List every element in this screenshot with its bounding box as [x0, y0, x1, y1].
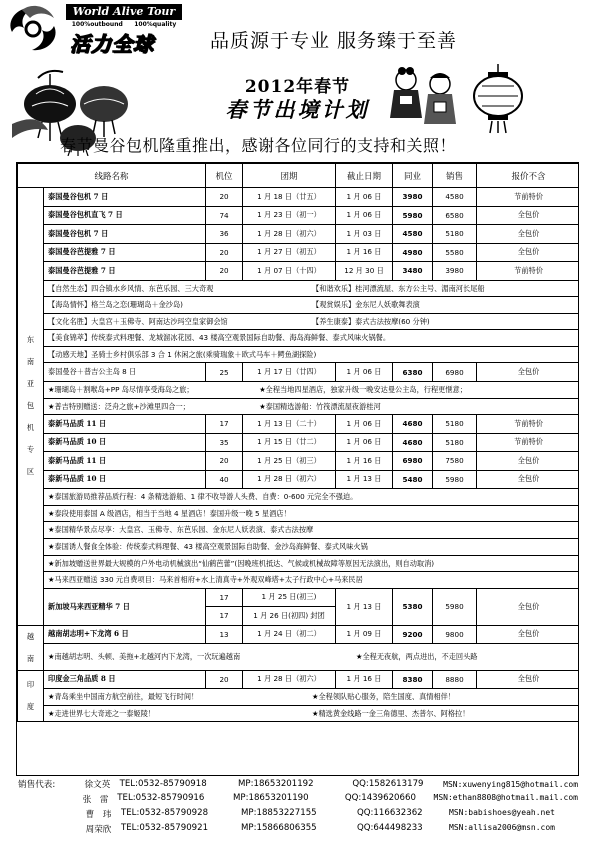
note-row [18, 489, 580, 506]
sale-price: 7580 [433, 452, 477, 471]
deadline: 1 月 13 日 [336, 588, 393, 625]
note-row [18, 538, 580, 555]
sale-price: 5180 [433, 433, 477, 452]
route-name: 印度金三角品质 8 日 [44, 670, 206, 689]
deadline: 1 月 16 日 [336, 243, 393, 262]
deadline: 1 月 13 日 [336, 470, 393, 489]
route-name: 泰国曼谷芭提雅 7 日 [44, 243, 206, 262]
col-note: 报价不含 [477, 164, 579, 188]
logo-swirl-icon [4, 2, 62, 56]
slogan: 品质源于专业 服务臻于至善 [210, 30, 458, 52]
tour-date: 1 月 13 日（二十） [243, 415, 336, 434]
table-header-row [18, 164, 580, 188]
col-deadline: 截止日期 [336, 164, 393, 188]
note-text: ★全程无夜航，两点进出，不走回头路 [356, 652, 478, 662]
route-name: 泰国曼谷包机 7 日 [44, 188, 206, 207]
route-name: 越南胡志明+下龙湾 6 日 [44, 625, 206, 644]
banner-tagline: 春节曼谷包机隆重推出，感谢各位同行的支持和关照！ [60, 136, 457, 155]
col-seats: 机位 [206, 164, 243, 188]
note-text: 【观赏娱乐】金东尼人妖歌舞表演 [312, 300, 420, 310]
note-text: ★青岛乘坐中国南方航空前往，最短飞行时间！ [48, 692, 199, 702]
peer-price: 4580 [393, 225, 433, 244]
note-text: ★泰国诱人餐食全体验：传统泰式料理餐、43 楼高空观景国际自助餐、金沙岛海鲜餐、泰式风味火锅 [48, 541, 368, 551]
note-text: ★全程当地四星酒店，独家升级一晚安达曼公主岛，行程更惬意； [259, 384, 467, 394]
table-row [18, 243, 580, 262]
price-note: 全包价 [477, 625, 579, 644]
sale-price: 4580 [433, 188, 477, 207]
tour-date: 1 月 25 日(初三) [243, 588, 336, 607]
contact-row: 张 雷 TEL:0532-85790916 MP:18653201190 QQ:1439620660 MSN:ethan8808@hotmail.mail.com [82, 793, 578, 805]
route-name: 泰新马品质 10 日 [44, 433, 206, 452]
region-southeast-asia: 东 南 亚 包 机 专 区 [18, 188, 44, 626]
tour-date: 1 月 17 日（廿四） [243, 363, 336, 382]
peer-price: 3980 [393, 188, 433, 207]
deadline: 1 月 03 日 [336, 225, 393, 244]
col-sale: 销售 [433, 164, 477, 188]
msn-link[interactable]: MSN:ethan8808@hotmail.mail.com [433, 793, 578, 802]
logo-sub-left: 100%outbound [71, 21, 123, 28]
table-row [18, 206, 580, 225]
price-note: 全包价 [477, 363, 579, 382]
deadline: 1 月 06 日 [336, 188, 393, 207]
sale-price: 5180 [433, 415, 477, 434]
deadline: 1 月 16 日 [336, 452, 393, 471]
tour-date: 1 月 28 日（初六） [243, 225, 336, 244]
note-text: ★泰国精选游船：竹筏漂流屋夜游桂河 [259, 401, 381, 411]
sale-price: 8880 [433, 670, 477, 689]
deadline: 1 月 09 日 [336, 625, 393, 644]
contact-row: 周荣欣 TEL:0532-85790921 MP:15866806355 QQ:644498233 MSN:allisa2006@msn.com [18, 823, 578, 835]
contact-row: 曹 玮 TEL:0532-85790928 MP:18853227155 QQ:116632362 MSN:babishoes@yeah.net [18, 808, 578, 820]
note-text: 【自然生态】四合镇水乡风情、东芭乐园、三大奇观 [48, 283, 214, 293]
sale-price: 6580 [433, 206, 477, 225]
peer-price: 6380 [393, 363, 433, 382]
table-row [18, 433, 580, 452]
route-name: 泰国曼谷包机直飞 7 日 [44, 206, 206, 225]
table-row [18, 363, 580, 382]
price-note: 节前特价 [477, 415, 579, 434]
price-note: 节前特价 [477, 188, 579, 207]
sale-price: 5980 [433, 470, 477, 489]
seats: 20 [206, 452, 243, 471]
sale-price: 6980 [433, 363, 477, 382]
route-name: 泰新马品质 11 日 [44, 452, 206, 471]
price-note: 全包价 [477, 588, 579, 625]
col-peer: 同业 [393, 164, 433, 188]
note-row [18, 346, 580, 363]
seats: 20 [206, 243, 243, 262]
note-row [18, 398, 580, 415]
table-row [18, 588, 580, 607]
price-note: 全包价 [477, 225, 579, 244]
seats: 17 [206, 588, 243, 607]
peer-price: 3480 [393, 262, 433, 281]
route-name: 泰新马品质 11 日 [44, 415, 206, 434]
note-row [18, 689, 580, 706]
table-row [18, 262, 580, 281]
note-row [18, 313, 580, 330]
note-text: ★珊瑚岛＋割喉岛+PP 岛尽情享受海岛之旅； [48, 384, 194, 394]
msn-link[interactable]: MSN:babishoes@yeah.net [449, 808, 555, 817]
price-note: 全包价 [477, 452, 579, 471]
tour-date: 1 月 26 日(初四) 封团 [243, 607, 336, 626]
note-row [18, 572, 580, 589]
logo-sub-right: 100%quality [134, 21, 177, 28]
table-row [18, 625, 580, 644]
msn-link[interactable]: MSN:allisa2006@msn.com [449, 823, 555, 832]
region-india: 印 度 [18, 670, 44, 722]
route-name: 新加坡马来西亚精华 7 日 [44, 588, 206, 625]
note-row [18, 381, 580, 398]
sale-price: 5180 [433, 225, 477, 244]
note-text: 【海岛情怀】格兰岛之恋(珊瑚岛＋金沙岛) [48, 300, 183, 310]
seats: 20 [206, 262, 243, 281]
note-text: ★泰段使用泰国 A 级酒店，相当于当地 4 星酒店！泰国升级一晚 5 星酒店！ [48, 508, 291, 518]
tour-date: 1 月 28 日（初六） [243, 670, 336, 689]
note-text: ★南越胡志明、头顿、美拖+北越河内下龙湾，一次玩遍越南 [48, 652, 241, 662]
deadline: 1 月 06 日 [336, 433, 393, 452]
peer-price: 4680 [393, 415, 433, 434]
sale-price: 3980 [433, 262, 477, 281]
seats: 13 [206, 625, 243, 644]
table-row [18, 670, 580, 689]
price-note: 节前特价 [477, 262, 579, 281]
logo-english: World Alive Tour [66, 4, 182, 20]
note-row [18, 644, 580, 671]
seats: 17 [206, 607, 243, 626]
seats: 36 [206, 225, 243, 244]
note-row [18, 522, 580, 539]
note-text: 【和谐欢乐】桂河漂流屋、东方公主号、湄南河长尾船 [312, 283, 485, 293]
table-row [18, 415, 580, 434]
seats: 20 [206, 188, 243, 207]
note-row [18, 297, 580, 314]
msn-link[interactable]: MSN:xuwenying815@hotmail.com [443, 779, 579, 789]
note-text: 【美食锦萃】传统泰式料理餐、龙城溜冰花园、43 楼高空观景国际自助餐、海岛海鲜餐、泰式风味火锅餐。 [48, 333, 391, 343]
note-text: 【养生康泰】泰式古法按摩(60 分钟) [312, 316, 430, 326]
note-row [18, 505, 580, 522]
page-header [0, 0, 595, 62]
peer-price: 5380 [393, 588, 433, 625]
note-row [18, 280, 580, 297]
deadline: 1 月 16 日 [336, 670, 393, 689]
tour-date: 1 月 24 日（初二） [243, 625, 336, 644]
tour-date: 1 月 07 日（十四） [243, 262, 336, 281]
sale-price: 9800 [433, 625, 477, 644]
peer-price: 6980 [393, 452, 433, 471]
tour-date: 1 月 23 日（初一） [243, 206, 336, 225]
table-row [18, 470, 580, 489]
sale-price: 5980 [433, 588, 477, 625]
peer-price: 4980 [393, 243, 433, 262]
price-note: 全包价 [477, 243, 579, 262]
peer-price: 4680 [393, 433, 433, 452]
note-text: ★全程领队贴心服务，陪生国度、真情相伴！ [312, 692, 456, 702]
contact-row: 销售代表: 徐文英 TEL:0532-85790918 MP:18653201192 QQ:1582613179 MSN:xuwenying815@hotmail.com [18, 779, 579, 791]
note-text: 【文化名胜】大皇宫＋玉佛寺、阿南达沙玛空皇家御会馆 [48, 316, 228, 326]
deadline: 1 月 06 日 [336, 415, 393, 434]
logo-chinese: 活力全球 [70, 32, 154, 56]
tour-date: 1 月 27 日（初五） [243, 243, 336, 262]
peer-price: 8380 [393, 670, 433, 689]
table-row [18, 452, 580, 471]
note-row [18, 330, 580, 347]
note-text: ★普吉特别赠送：泛舟之旅+沙滩里四合一； [48, 401, 190, 411]
peer-price: 9200 [393, 625, 433, 644]
tour-date: 1 月 18 日（廿五） [243, 188, 336, 207]
seats: 25 [206, 363, 243, 382]
banner-main-title: 春节出境计划 [225, 97, 370, 122]
note-text: ★泰国旅游局推荐品质行程：4 条精选游船、1 律不收导游人头费、自费：0-600 元完全不强迫。 [48, 492, 358, 502]
price-note: 全包价 [477, 470, 579, 489]
note-text: ★新加坡赠送世界最大规模的户外电动机械演出“仙鹤芭蕾”(因晚班机抵达、气候或机械故障等原因无法演出，则自动取消) [48, 558, 435, 568]
seats: 17 [206, 415, 243, 434]
route-name: 泰国曼谷＋普吉公主岛 8 日 [44, 363, 206, 382]
col-route: 线路名称 [18, 164, 206, 188]
price-note: 全包价 [477, 206, 579, 225]
logo-subtitle [66, 21, 182, 28]
price-note: 节前特价 [477, 433, 579, 452]
tour-date: 1 月 15 日（廿二） [243, 433, 336, 452]
seats: 35 [206, 433, 243, 452]
deadline: 12 月 30 日 [336, 262, 393, 281]
note-text: ★精选黄金线路一金三角德里、杰普尔、阿格拉！ [312, 708, 470, 718]
route-name: 泰国曼谷包机 7 日 [44, 225, 206, 244]
peer-price: 5480 [393, 470, 433, 489]
note-row [18, 555, 580, 572]
sale-price: 5580 [433, 243, 477, 262]
table-row [18, 188, 580, 207]
table-row [18, 225, 580, 244]
seats: 20 [206, 670, 243, 689]
tour-date: 1 月 28 日（初六） [243, 470, 336, 489]
route-name: 泰国曼谷芭提雅 7 日 [44, 262, 206, 281]
note-text: ★马来西亚赠送 330 元自费项目：马来首相府+水上清真寺+外观双峰塔+太子行政中心+马来民居 [48, 575, 363, 585]
deadline: 1 月 06 日 [336, 206, 393, 225]
banner-year-title: 2012年春节 [244, 77, 351, 97]
region-vietnam: 越 南 [18, 625, 44, 670]
note-text: ★走进世界七大奇迹之一泰姬陵！ [48, 708, 156, 718]
note-text: ★泰国精华景点尽享：大皇宫、玉佛寺、东芭乐园、金东尼人妖表演、泰式古法按摩 [48, 525, 314, 535]
peer-price: 5980 [393, 206, 433, 225]
tour-date: 1 月 25 日（初三） [243, 452, 336, 471]
seats: 40 [206, 470, 243, 489]
route-name: 泰新马品质 10 日 [44, 470, 206, 489]
seats: 74 [206, 206, 243, 225]
deadline: 1 月 06 日 [336, 363, 393, 382]
note-text: 【动感天地】圣骑士乡村俱乐部 3 合 1 休闲之旅(乘骑瑞象＋欧式马车＋鳄鱼湖探险) [48, 349, 317, 359]
col-date: 团期 [243, 164, 336, 188]
itinerary-table [16, 162, 579, 776]
price-note: 全包价 [477, 670, 579, 689]
note-row [18, 705, 580, 722]
